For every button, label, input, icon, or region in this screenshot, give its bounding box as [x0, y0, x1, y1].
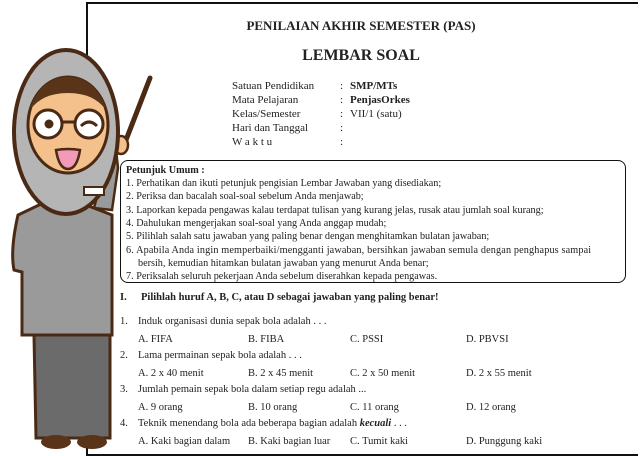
answer-option: B. 10 orang	[248, 402, 298, 413]
question-number: 4.	[120, 418, 128, 429]
instructions-heading: Petunjuk Umum :	[126, 165, 205, 176]
info-value: PenjasOrkes	[350, 94, 410, 106]
info-value: SMP/MTs	[350, 80, 398, 92]
section-number: I.	[120, 292, 127, 303]
info-colon: :	[340, 108, 344, 120]
instruction-item: 2. Periksa dan bacalah soal-soal sebelum Anda menjawab;	[126, 191, 364, 203]
question-text-main: Teknik menendang bola ada beberapa bagian adalah	[138, 418, 360, 429]
info-label: Mata Pelajaran	[232, 94, 299, 106]
answer-option: C. PSSI	[350, 334, 384, 345]
info-colon: :	[340, 122, 344, 134]
answer-option: D. PBVSI	[466, 334, 509, 345]
info-label: Hari dan Tanggal	[232, 122, 309, 134]
instruction-item: 6. Apabila Anda ingin memperbaiki/mengganti jawaban, bersihkan jawaban semula dengan penghapus sampai	[126, 244, 592, 256]
answer-option: C. Tumit kaki	[350, 436, 409, 447]
answer-option: A. 9 orang	[138, 402, 183, 413]
instruction-item: 1. Perhatikan dan ikuti petunjuk pengisian Lembar Jawaban yang disediakan;	[126, 178, 442, 189]
teacher-cartoon-illustration	[0, 0, 240, 456]
answer-option: C. 11 orang	[350, 402, 399, 413]
answer-option: A. FIFA	[138, 334, 173, 345]
answer-option: B. 2 x 45 menit	[248, 368, 314, 379]
question-number: 1.	[120, 316, 128, 327]
answer-option: D. 2 x 55 menit	[466, 368, 532, 379]
question-text: Induk organisasi dunia sepak bola adalah . . .	[138, 316, 327, 327]
question-text: Jumlah pemain sepak bola dalam setiap regu adalah ...	[138, 384, 367, 395]
info-value: VII/1 (satu)	[350, 108, 402, 120]
info-colon: :	[340, 136, 344, 148]
info-colon: :	[340, 94, 344, 106]
exam-title: PENILAIAN AKHIR SEMESTER (PAS)	[246, 18, 476, 33]
instruction-item: 4. Dahulukan mengerjakan soal-soal yang Anda anggap mudah;	[126, 217, 387, 229]
answer-option: C. 2 x 50 menit	[350, 368, 416, 379]
answer-option: A. Kaki bagian dalam	[138, 436, 231, 447]
answer-option: B. Kaki bagian luar	[248, 436, 331, 447]
question-suffix: . . .	[391, 418, 407, 429]
section-instruction: Pilihlah huruf A, B, C, atau D sebagai jawaban yang paling benar!	[141, 292, 439, 303]
question-number: 3.	[120, 384, 128, 395]
answer-option: D. 12 orang	[466, 402, 516, 413]
instruction-item: 7. Periksalah seluruh pekerjaan Anda sebelum diserahkan kepada pengawas.	[126, 271, 438, 283]
question-number: 2.	[120, 350, 128, 361]
answer-option: D. Punggung kaki	[466, 436, 543, 447]
answer-option: B. FIBA	[248, 334, 285, 345]
question-emphasis: kecuali	[359, 418, 392, 429]
info-label: Kelas/Semester	[232, 108, 301, 120]
info-label: Satuan Pendidikan	[232, 80, 315, 92]
question-text: Lama permainan sepak bola adalah . . .	[138, 350, 302, 361]
answer-option: A. 2 x 40 menit	[138, 368, 204, 379]
info-label: W a k t u	[232, 136, 273, 148]
instruction-item: 5. Pilihlah salah satu jawaban yang paling benar dengan menghitamkan bulatan jawaban;	[126, 231, 490, 243]
instruction-item: bersih, kemudian hitamkan bulatan jawaban yang menurut Anda benar;	[138, 257, 429, 269]
exam-subtitle: LEMBAR SOAL	[302, 47, 420, 64]
info-colon: :	[340, 80, 344, 92]
instruction-item: 3. Laporkan kepada pengawas kalau terdapat tulisan yang kurang jelas, rusak atau jumlah soal kurang;	[126, 204, 544, 216]
